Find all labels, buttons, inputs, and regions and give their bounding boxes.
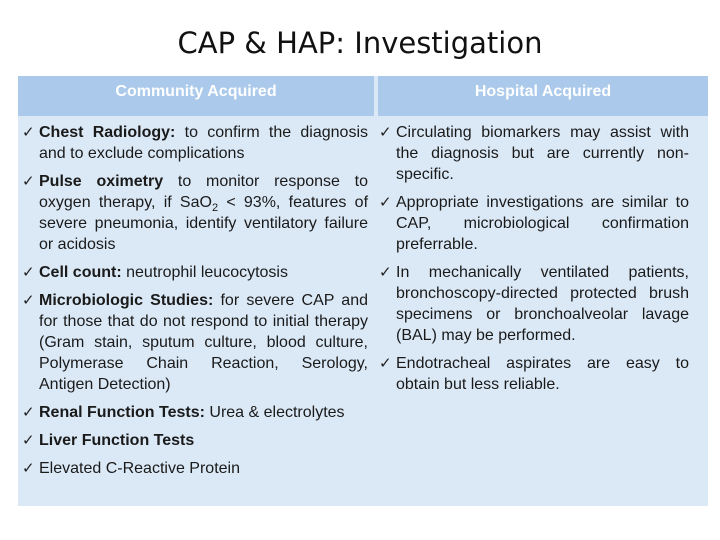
item-heading: Cell count:: [39, 264, 122, 281]
item-text: neutrophil leucocytosis: [121, 264, 288, 281]
item-heading: Renal Function Tests:: [39, 404, 205, 421]
check-icon: ✓: [379, 194, 392, 211]
item-heading: Pulse oximetry: [39, 173, 164, 190]
hospital-acquired-header: Hospital Acquired: [378, 76, 708, 116]
comparison-table: [18, 76, 708, 506]
item-text: to confirm the diagnosis and to exclude complications: [39, 124, 369, 162]
check-icon: ✓: [379, 355, 392, 372]
list-item: [22, 290, 368, 395]
list-item: [379, 353, 689, 395]
check-icon: ✓: [22, 292, 35, 309]
item-heading: Microbiologic Studies:: [39, 292, 214, 309]
list-item: [379, 122, 689, 185]
check-icon: ✓: [22, 264, 35, 281]
list-item: [22, 402, 368, 423]
item-text: Urea & electrolytes: [204, 404, 345, 421]
subscript: 2: [211, 202, 219, 215]
item-text: to monitor response to oxygen therapy, if Sa: [39, 173, 369, 211]
item-heading: Liver Function Tests: [39, 432, 195, 449]
check-icon: ✓: [22, 173, 35, 190]
list-item: [22, 171, 368, 255]
check-icon: ✓: [22, 460, 35, 477]
item-text: Appropriate investigations are similar to CAP, microbiological confirmation preferrable.: [396, 194, 689, 253]
hospital-acquired-list: [379, 122, 689, 402]
list-item: [22, 122, 368, 164]
item-text: O: [199, 194, 212, 211]
list-item: [379, 192, 689, 255]
check-icon: ✓: [379, 264, 392, 281]
item-text: Circulating biomarkers may assist with the diagnosis but are currently non-specific.: [396, 124, 689, 183]
list-item: [22, 430, 368, 451]
item-text: for severe CAP and for those that do not respond to initial therapy (Gram stain, sputum culture, blood culture, Polymerase Chain Reaction, Serology, Antigen Detection): [39, 292, 369, 393]
item-text: Elevated C-Reactive Protein: [39, 460, 240, 477]
check-icon: ✓: [22, 432, 35, 449]
item-heading: Chest Radiology:: [39, 124, 176, 141]
list-item: [22, 262, 368, 283]
item-text: Endotracheal aspirates are easy to obtain but less reliable.: [396, 355, 689, 393]
check-icon: ✓: [379, 124, 392, 141]
check-icon: ✓: [22, 404, 35, 421]
community-acquired-list: [22, 122, 368, 486]
slide-title: CAP & HAP: Investigation: [177, 26, 543, 60]
community-acquired-header: Community Acquired: [18, 76, 374, 116]
list-item: [22, 458, 368, 479]
item-text: < 93%, features of severe pneumonia, identify ventilatory failure or acidosis: [39, 194, 369, 253]
check-icon: ✓: [22, 124, 35, 141]
list-item: [379, 262, 689, 346]
item-text: In mechanically ventilated patients, bronchoscopy-directed protected brush specimens or bronchoalveolar lavage (BAL) may be performed.: [396, 264, 689, 344]
